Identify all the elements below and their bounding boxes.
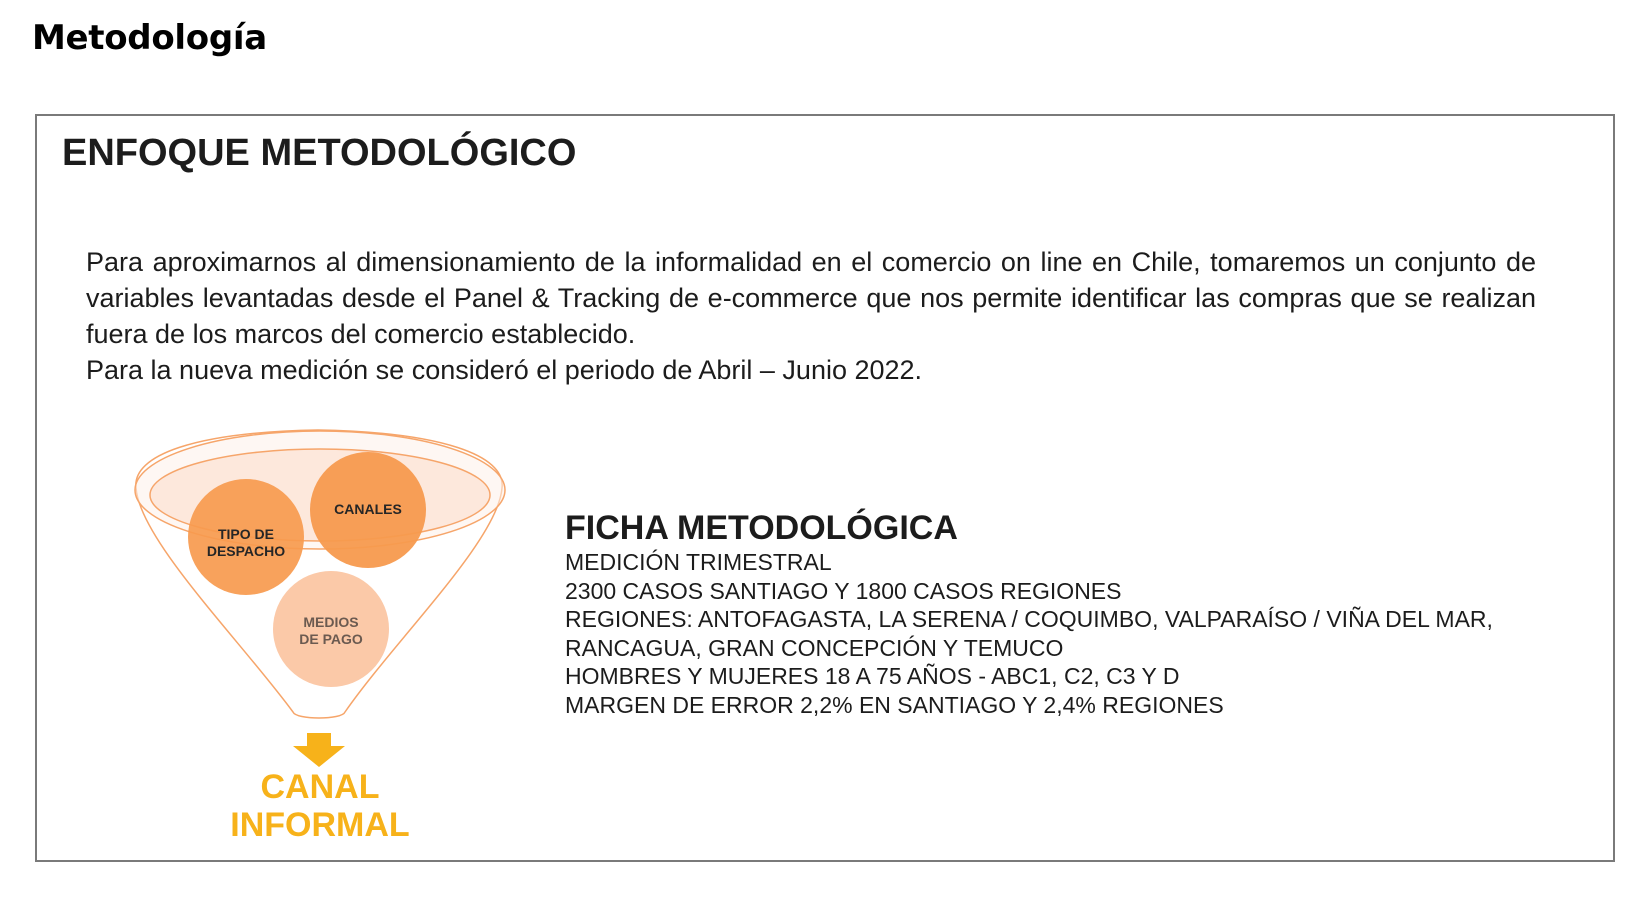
ficha-lines [565, 548, 1565, 719]
ficha-metodologica [565, 508, 1565, 719]
intro-paragraph: Para la nueva medición se consideró el periodo de Abril – Junio 2022. [86, 355, 923, 385]
ficha-line: RANCAGUA, GRAN CONCEPCIÓN Y TEMUCO [565, 634, 1064, 661]
medios-pago-label: MEDIOS DE PAGO [299, 614, 363, 647]
ficha-line: MEDICIÓN TRIMESTRAL [565, 549, 832, 575]
ficha-line: REGIONES: ANTOFAGASTA, LA SERENA / COQUIMBO, VALPARAÍSO / VIÑA DEL MAR, [565, 606, 1493, 632]
down-arrow-icon [293, 733, 345, 767]
section-title: ENFOQUE METODOLÓGICO [62, 132, 577, 174]
tipo-despacho-label: TIPO DE DESPACHO [206, 526, 286, 559]
ficha-line: HOMBRES Y MUJERES 18 A 75 AÑOS - ABC1, C2, C3 Y D [565, 663, 1180, 689]
canales-label: CANALES [334, 501, 402, 517]
ficha-line: MARGEN DE ERROR 2,2% EN SANTIAGO Y 2,4% REGIONES [565, 691, 1224, 718]
ficha-line: 2300 CASOS SANTIAGO Y 1800 CASOS REGIONES [565, 577, 1122, 604]
canal-informal-label: CANAL INFORMAL [230, 768, 410, 844]
page-title: Metodología [32, 18, 267, 58]
ficha-title: FICHA METODOLÓGICA [565, 509, 958, 547]
intro-paragraph: Para aproximarnos al dimensionamiento de la informalidad en el comercio on line en Chile, tomaremos un conjunto de variables levantadas desde el Panel & Tracking de e-commerce que nos permite identificar las compras que se realizan fuera de los marcos del comercio establecido. [86, 247, 1536, 349]
